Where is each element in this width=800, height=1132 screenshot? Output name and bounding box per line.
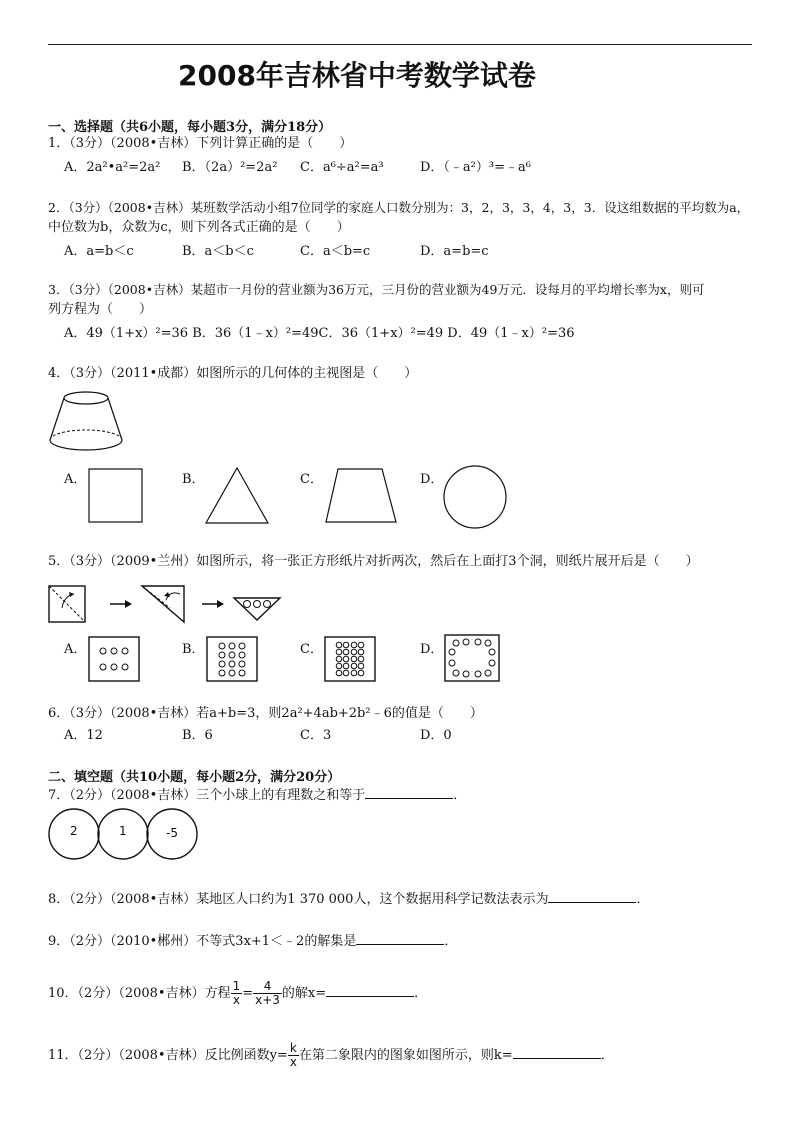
ball-label-3: -5 [166, 826, 178, 840]
question-3-line-2: 列方程为（ ） [48, 302, 153, 317]
question-6-option-a: A．12 [64, 728, 103, 743]
fraction-denominator: x [232, 993, 240, 1007]
question-4-option-c: C． [300, 472, 323, 487]
question-10-text: 10．（2分）（2008•吉林）方程 [48, 986, 231, 1001]
section-heading-fill-in: 二、填空题（共10小题，每小题2分，满分20分） [48, 770, 341, 785]
triangle-shape [204, 466, 270, 526]
question-8-period: ． [636, 892, 650, 907]
question-2-option-b: B．a＜b＜c [182, 244, 254, 259]
question-4-stem: 4．（3分）（2011•成都）如图所示的几何体的主视图是（ ） [48, 366, 418, 381]
question-2-option-a: A．a=b＜c [64, 244, 134, 259]
question-4-option-d: D． [420, 472, 444, 487]
question-2-line-2: 中位数为b，众数为c，则下列各式正确的是（ ） [48, 220, 350, 235]
question-6-stem: 6．（3分）（2008•吉林）若a+b=3，则2a²+4ab+2b²﹣6的值是（ ） [48, 706, 483, 721]
question-11-text: 11．（2分）（2008•吉林）反比例函数y= [48, 1048, 288, 1063]
ball-label-1: 2 [70, 824, 78, 838]
fraction-1-over-x [231, 980, 243, 1007]
answer-blank-11[interactable] [513, 1046, 601, 1059]
page-title: 2008年吉林省中考数学试卷 [178, 59, 536, 92]
fraction-numerator: 1 [232, 979, 241, 993]
answer-blank-9[interactable] [356, 932, 444, 945]
question-7-text: 7．（2分）（2008•吉林）三个小球上的有理数之和等于 [48, 788, 366, 803]
question-10-period: ． [414, 986, 428, 1001]
square-shape [88, 468, 144, 524]
question-1-option-a: A．2a²•a²=2a² [64, 160, 161, 175]
question-1-option-b: B．（2a）²=2a² [182, 160, 278, 175]
unfolded-paper-option-d [444, 634, 500, 682]
question-4-option-a: A． [64, 472, 87, 487]
fraction-numerator: k [288, 1042, 299, 1056]
question-5-option-b: B． [182, 642, 205, 657]
question-11-text-after: 在第二象限内的图象如图所示，则k= [298, 1048, 513, 1063]
circle-shape [442, 464, 508, 530]
answer-blank-10[interactable] [326, 984, 414, 997]
frustum-solid-figure [46, 388, 126, 456]
question-5-option-a: A． [64, 642, 87, 657]
question-11 [48, 1034, 614, 1078]
question-6-option-d: D．0 [420, 728, 452, 743]
question-2-line-1: 2．（3分）（2008•吉林）某班数学活动小组7位同学的家庭人口数分别为：3，2，3，3，4，3，3．设这组数据的平均数为a， [48, 200, 750, 215]
section-heading-choice: 一、选择题（共6小题，每小题3分，满分18分） [48, 120, 332, 135]
fraction-numerator: 4 [253, 980, 282, 994]
question-9-period: ． [444, 934, 458, 949]
question-3-options: A．49（1+x）²=36 B．36（1﹣x）²=49C．36（1+x）²=49 D．49（1﹣x）²=36 [64, 326, 575, 341]
fraction-k-over-x [288, 1042, 299, 1069]
question-1-option-d: D．（﹣a²）³=﹣a⁶ [420, 160, 531, 175]
answer-blank-8[interactable] [548, 890, 636, 903]
question-9-text: 9．（2分）（2010•郴州）不等式3x+1＜﹣2的解集是 [48, 934, 357, 949]
unfolded-paper-option-c [324, 636, 376, 682]
question-6-option-c: C．3 [300, 728, 332, 743]
question-2-option-d: D．a=b=c [420, 244, 489, 259]
answer-blank-7[interactable] [365, 786, 453, 799]
question-4-option-b: B． [182, 472, 205, 487]
question-10 [48, 972, 427, 1016]
question-1-option-c: C．a⁶÷a²=a³ [300, 160, 384, 175]
question-7-period: ． [453, 788, 467, 803]
question-11-period: ． [600, 1048, 614, 1063]
question-2-option-c: C．a＜b=c [300, 244, 371, 259]
question-10-text-after: 的解x= [281, 986, 327, 1001]
question-8 [48, 890, 649, 910]
question-5-option-d: D． [420, 642, 444, 657]
question-5-option-c: C． [300, 642, 323, 657]
ball-label-2: 1 [119, 824, 127, 838]
question-5-stem: 5．（3分）（2009•兰州）如图所示，将一张正方形纸片对折两次，然后在上面打3个洞，则纸片展开后是（ ） [48, 554, 699, 569]
fraction-4-over-x-plus-3 [253, 980, 282, 1007]
header-rule [48, 44, 752, 45]
question-8-text: 8．（2分）（2008•吉林）某地区人口约为1 370 000人，这个数据用科学记数法表示为 [48, 892, 549, 907]
fraction-denominator: x [289, 1055, 297, 1069]
question-7-stem [48, 786, 466, 806]
unfolded-paper-option-b [206, 636, 258, 682]
trapezoid-shape [324, 468, 398, 524]
equals-sign: = [242, 986, 254, 1001]
paper-folding-diagram [48, 582, 308, 626]
question-6-option-b: B．6 [182, 728, 213, 743]
question-3-line-1: 3．（3分）（2008•吉林）某超市一月份的营业额为36万元，三月份的营业额为49万元．设每月的平均增长率为x，则可 [48, 282, 705, 297]
question-9 [48, 932, 457, 952]
question-1-stem: 1．（3分）（2008•吉林）下列计算正确的是（ ） [48, 136, 353, 151]
unfolded-paper-option-a [88, 636, 140, 682]
fraction-denominator: x+3 [255, 993, 280, 1007]
